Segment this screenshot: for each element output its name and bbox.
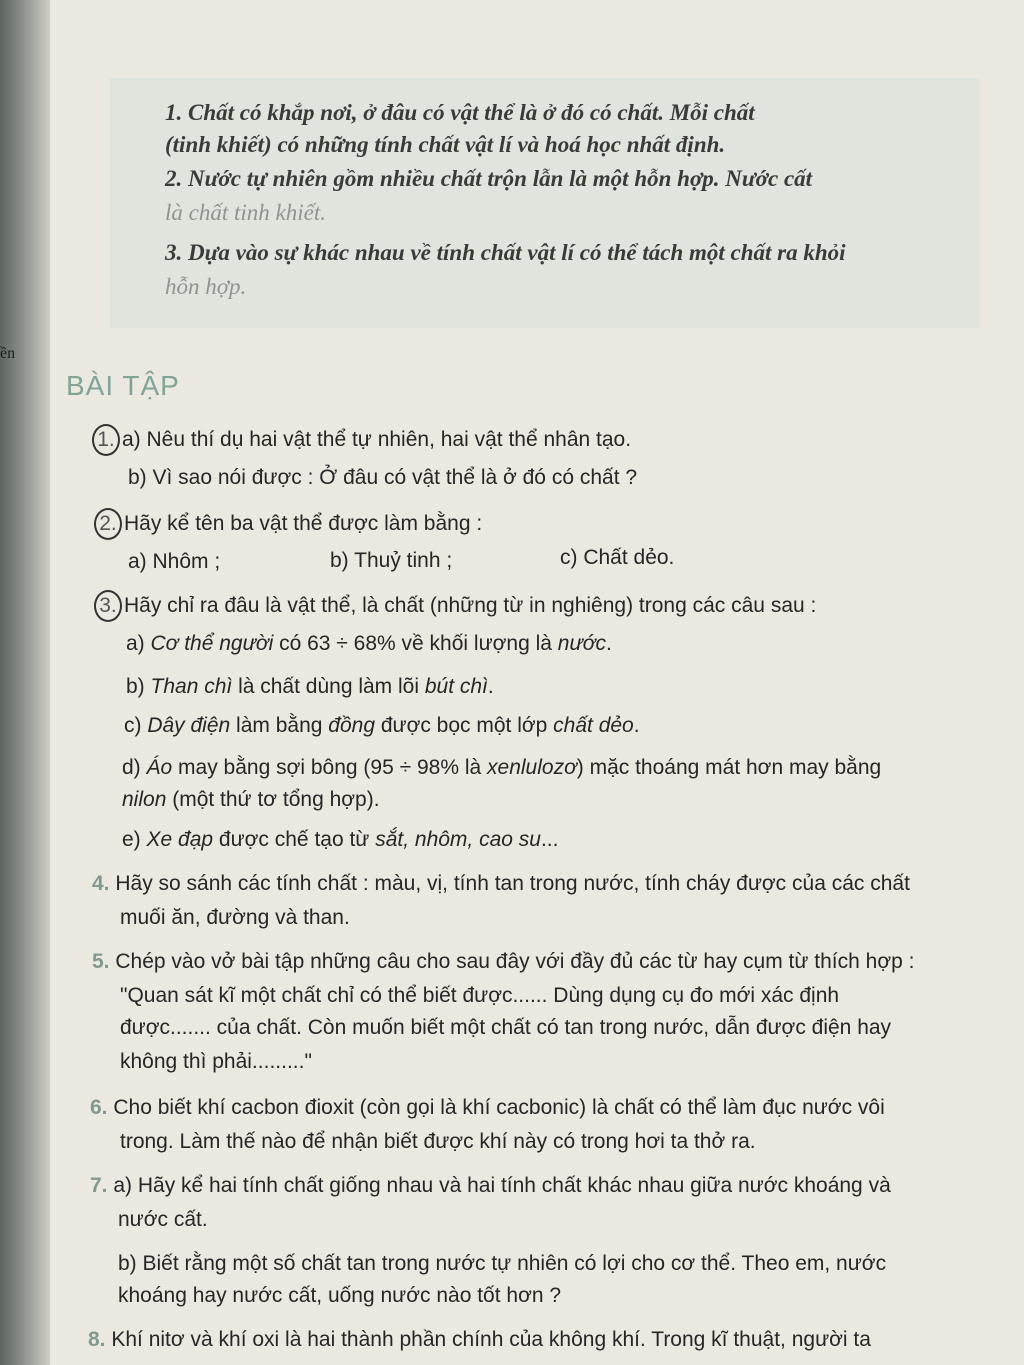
exercise-3-part-b: b) Than chì là chất dùng làm lõi bút chì. [126, 675, 494, 698]
exercise-5-line-1: 5. Chép vào vở bài tập những câu cho sau đây với đầy đủ các từ hay cụm từ thích hợp : [92, 950, 915, 973]
exercise-6-line-1: 6. Cho biết khí cacbon đioxit (còn gọi là khí cacbonic) là chất có thể làm đục nước vôi [90, 1096, 885, 1119]
exercise-2-option-c: c) Chất dẻo. [560, 546, 675, 569]
exercise-3-part-d-line-1: d) Áo may bằng sợi bông (95 ÷ 98% là xenlulozơ) mặc thoáng mát hơn may bằng [122, 756, 882, 779]
exercise-2-option-a: a) Nhôm ; [128, 550, 221, 573]
summary-line-3: 2. Nước tự nhiên gồm nhiều chất trộn lẫn là một hỗn hợp. Nước cất [165, 166, 813, 191]
exercise-3-part-d-line-2: nilon (một thứ tơ tổng hợp). [122, 788, 380, 811]
exercise-6-line-2: trong. Làm thế nào để nhận biết được khí này có trong hơi ta thở ra. [120, 1130, 756, 1153]
exercise-3-text: Hãy chỉ ra đâu là vật thể, là chất (những từ in nghiêng) trong các câu sau : [124, 594, 817, 617]
exercise-7-line-1: 7. a) Hãy kể hai tính chất giống nhau và hai tính chất khác nhau giữa nước khoáng và [90, 1174, 891, 1197]
exercise-3-part-c: c) Dây điện làm bằng đồng được bọc một lớp chất dẻo. [124, 714, 640, 737]
exercise-3-part-a: a) Cơ thể người có 63 ÷ 68% về khối lượng là nước. [126, 632, 612, 655]
exercise-1-a-text: a) Nêu thí dụ hai vật thể tự nhiên, hai vật thể nhân tạo. [122, 428, 632, 451]
exercise-4-line-2: muối ăn, đường và than. [120, 906, 350, 929]
exercise-2-number: 2. [94, 508, 122, 540]
exercise-3-question [94, 590, 816, 622]
exercise-7-number: 7. [90, 1174, 108, 1197]
summary-line-2: (tinh khiết) có những tính chất vật lí và hoá học nhất định. [165, 132, 726, 157]
exercise-5-line-3: được....... của chất. Còn muốn biết một chất có tan trong nước, dẫn được điện hay [120, 1016, 892, 1039]
exercise-7-line-4: khoáng hay nước cất, uống nước nào tốt hơn ? [118, 1284, 562, 1307]
exercise-5-number: 5. [92, 950, 110, 973]
exercise-5-line-2: "Quan sát kĩ một chất chỉ có thể biết được...... Dùng dụng cụ đo mới xác định [120, 984, 840, 1007]
exercise-1-part-b: b) Vì sao nói được : Ở đâu có vật thể là ở đó có chất ? [128, 466, 638, 489]
exercise-8-line-1: 8. Khí nitơ và khí oxi là hai thành phần chính của không khí. Trong kĩ thuật, người ta [88, 1328, 871, 1351]
summary-line-4: là chất tinh khiết. [165, 200, 326, 225]
exercise-5-line-4: không thì phải........." [120, 1050, 312, 1073]
exercise-1-number: 1. [92, 424, 120, 456]
exercise-7-line-2: nước cất. [118, 1208, 208, 1231]
exercise-3-part-e: e) Xe đạp được chế tạo từ sắt, nhôm, cao su... [122, 828, 559, 851]
summary-line-5: 3. Dựa vào sự khác nhau về tính chất vật lí có thể tách một chất ra khỏi [165, 240, 846, 265]
book-binding-edge [0, 0, 50, 1365]
exercise-2-question [94, 508, 482, 540]
exercise-8-number: 8. [88, 1328, 106, 1351]
exercise-7-line-3: b) Biết rằng một số chất tan trong nước tự nhiên có lợi cho cơ thể. Theo em, nước [118, 1252, 887, 1275]
summary-line-1: 1. Chất có khắp nơi, ở đâu có vật thể là ở đó có chất. Mỗi chất [165, 100, 755, 125]
exercise-1-part-a [92, 424, 631, 456]
exercise-3-number: 3. [94, 590, 122, 622]
summary-line-6: hỗn hợp. [165, 274, 247, 299]
exercise-4-number: 4. [92, 872, 110, 895]
exercise-2-text: Hãy kể tên ba vật thể được làm bằng : [124, 512, 483, 535]
previous-page-fragment: ền [0, 345, 16, 362]
section-title: BÀI TẬP [66, 370, 180, 401]
exercise-2-option-b: b) Thuỷ tinh ; [330, 549, 453, 572]
exercise-6-number: 6. [90, 1096, 108, 1119]
exercise-4-line-1: 4. Hãy so sánh các tính chất : màu, vị, tính tan trong nước, tính cháy được của các chất [92, 872, 910, 895]
